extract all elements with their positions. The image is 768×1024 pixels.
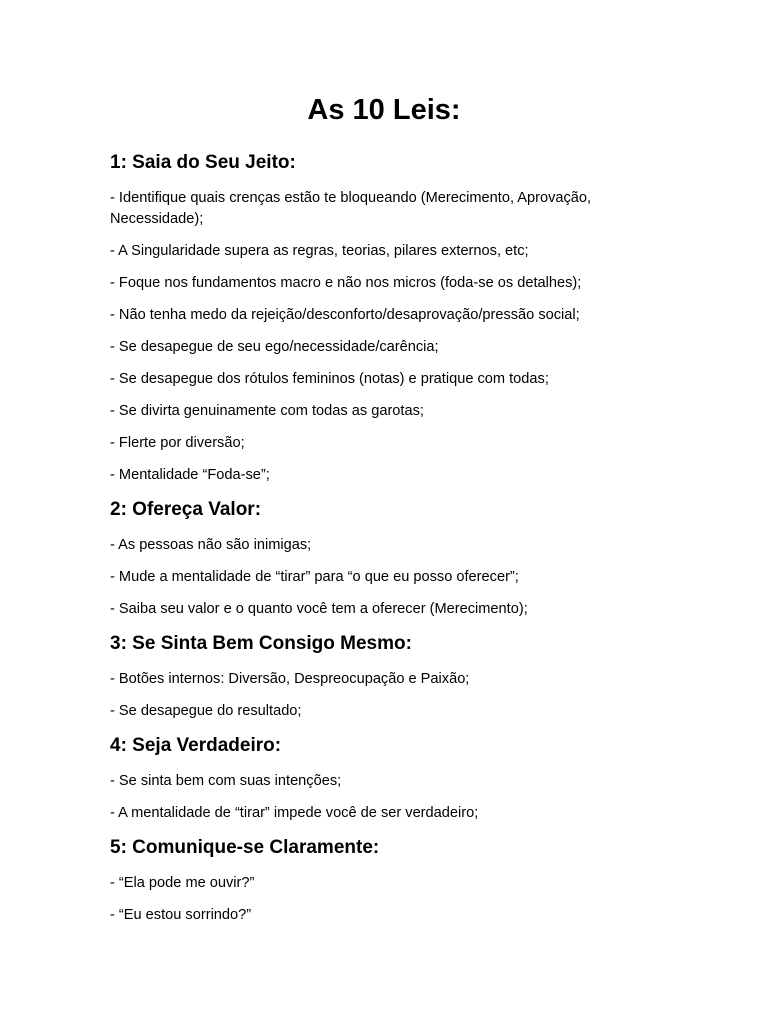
list-item: - Se divirta genuinamente com todas as garotas;: [110, 403, 424, 419]
section-4: [110, 733, 658, 824]
list-item: - “Eu estou sorrindo?”: [110, 907, 252, 923]
list-item: - A mentalidade de “tirar” impede você de ser verdadeiro;: [110, 805, 479, 821]
list-item: - A Singularidade supera as regras, teorias, pilares externos, etc;: [110, 243, 529, 259]
section-heading: 3: Se Sinta Bem Consigo Mesmo:: [110, 633, 412, 654]
section-1: [110, 150, 658, 486]
section-3: [110, 631, 658, 722]
list-item: - Mude a mentalidade de “tirar” para “o que eu posso oferecer”;: [110, 569, 519, 585]
list-item: - Botões internos: Diversão, Despreocupação e Paixão;: [110, 671, 470, 687]
section-2: [110, 497, 658, 620]
section-heading: 5: Comunique-se Claramente:: [110, 837, 380, 858]
section-heading: 2: Ofereça Valor:: [110, 499, 262, 520]
section-heading: 1: Saia do Seu Jeito:: [110, 152, 296, 173]
list-item: - Se sinta bem com suas intenções;: [110, 773, 342, 789]
list-item: - Se desapegue do resultado;: [110, 703, 302, 719]
list-item: - As pessoas não são inimigas;: [110, 537, 312, 553]
list-item: - “Ela pode me ouvir?”: [110, 875, 255, 891]
list-item: - Identifique quais crenças estão te bloqueando (Merecimento, Aprovação, Necessidade);: [110, 190, 592, 227]
list-item: - Foque nos fundamentos macro e não nos micros (foda-se os detalhes);: [110, 275, 582, 291]
document-title: As 10 Leis:: [307, 94, 461, 126]
list-item: - Se desapegue de seu ego/necessidade/carência;: [110, 339, 439, 355]
list-item: - Mentalidade “Foda-se”;: [110, 467, 270, 483]
section-heading: 4: Seja Verdadeiro:: [110, 735, 282, 756]
list-item: - Não tenha medo da rejeição/desconforto/desaprovação/pressão social;: [110, 307, 580, 323]
list-item: - Saiba seu valor e o quanto você tem a oferecer (Merecimento);: [110, 601, 528, 617]
list-item: - Se desapegue dos rótulos femininos (notas) e pratique com todas;: [110, 371, 549, 387]
section-5: [110, 835, 658, 926]
list-item: - Flerte por diversão;: [110, 435, 245, 451]
